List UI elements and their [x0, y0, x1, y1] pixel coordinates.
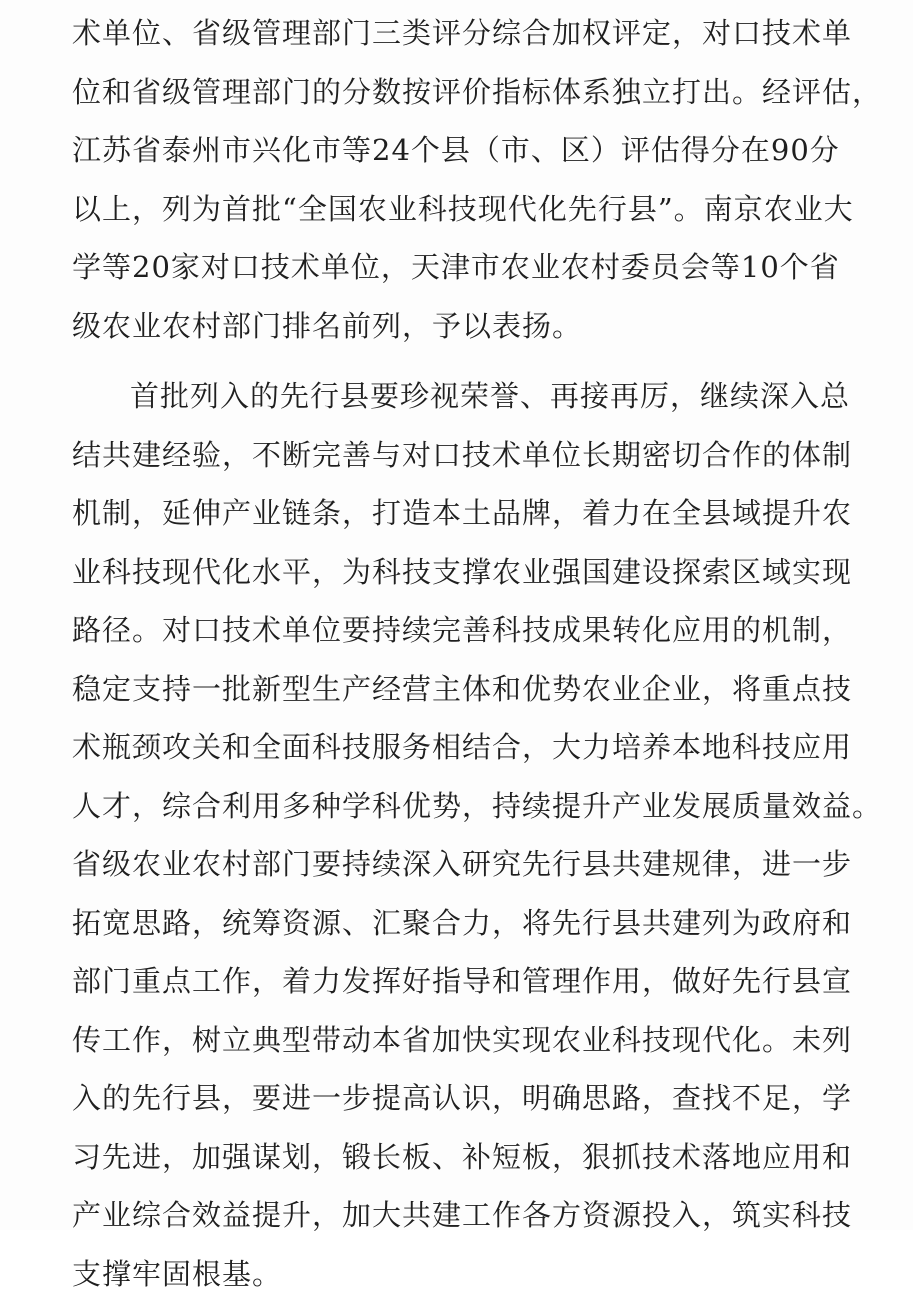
text-line: 术单位、省级管理部门三类评分综合加权评定，对口技术单 — [72, 4, 872, 63]
text-line: 支撑牢固根基。 — [72, 1245, 872, 1303]
text-line: 拓宽思路，统筹资源、汇聚合力，将先行县共建列为政府和 — [72, 894, 872, 953]
text-line: 江苏省泰州市兴化市等24个县（市、区）评估得分在90分 — [72, 121, 872, 180]
paragraph-1 — [72, 4, 872, 355]
text-line: 稳定支持一批新型生产经营主体和优势农业企业，将重点技 — [72, 660, 872, 719]
text-line: 术瓶颈攻关和全面科技服务相结合，大力培养本地科技应用 — [72, 718, 872, 777]
text-line: 习先进，加强谋划，锻长板、补短板，狠抓技术落地应用和 — [72, 1128, 872, 1187]
text-line: 产业综合效益提升，加大共建工作各方资源投入，筑实科技 — [72, 1186, 872, 1245]
text-line: 学等20家对口技术单位，天津市农业农村委员会等10个省 — [72, 238, 872, 297]
text-line: 省级农业农村部门要持续深入研究先行县共建规律，进一步 — [72, 835, 872, 894]
text-line: 人才，综合利用多种学科优势，持续提升产业发展质量效益。 — [72, 777, 872, 836]
text-line: 位和省级管理部门的分数按评价指标体系独立打出。经评估， — [72, 63, 872, 122]
text-line: 部门重点工作，着力发挥好指导和管理作用，做好先行县宣 — [72, 952, 872, 1011]
document-body — [72, 4, 872, 1303]
text-line: 业科技现代化水平，为科技支撑农业强国建设探索区域实现 — [72, 543, 872, 602]
text-line: 级农业农村部门排名前列，予以表扬。 — [72, 297, 872, 356]
paragraph-gap — [72, 355, 872, 367]
text-line: 结共建经验，不断完善与对口技术单位长期密切合作的体制 — [72, 426, 872, 485]
text-line: 路径。对口技术单位要持续完善科技成果转化应用的机制， — [72, 601, 872, 660]
paragraph-2 — [72, 367, 872, 1303]
text-line: 入的先行县，要进一步提高认识，明确思路，查找不足，学 — [72, 1069, 872, 1128]
text-line: 以上，列为首批“全国农业科技现代化先行县”。南京农业大 — [72, 180, 872, 239]
text-line: 首批列入的先行县要珍视荣誉、再接再厉，继续深入总 — [72, 367, 872, 426]
text-line: 机制，延伸产业链条，打造本土品牌，着力在全县域提升农 — [72, 484, 872, 543]
text-line: 传工作，树立典型带动本省加快实现农业科技现代化。未列 — [72, 1011, 872, 1070]
